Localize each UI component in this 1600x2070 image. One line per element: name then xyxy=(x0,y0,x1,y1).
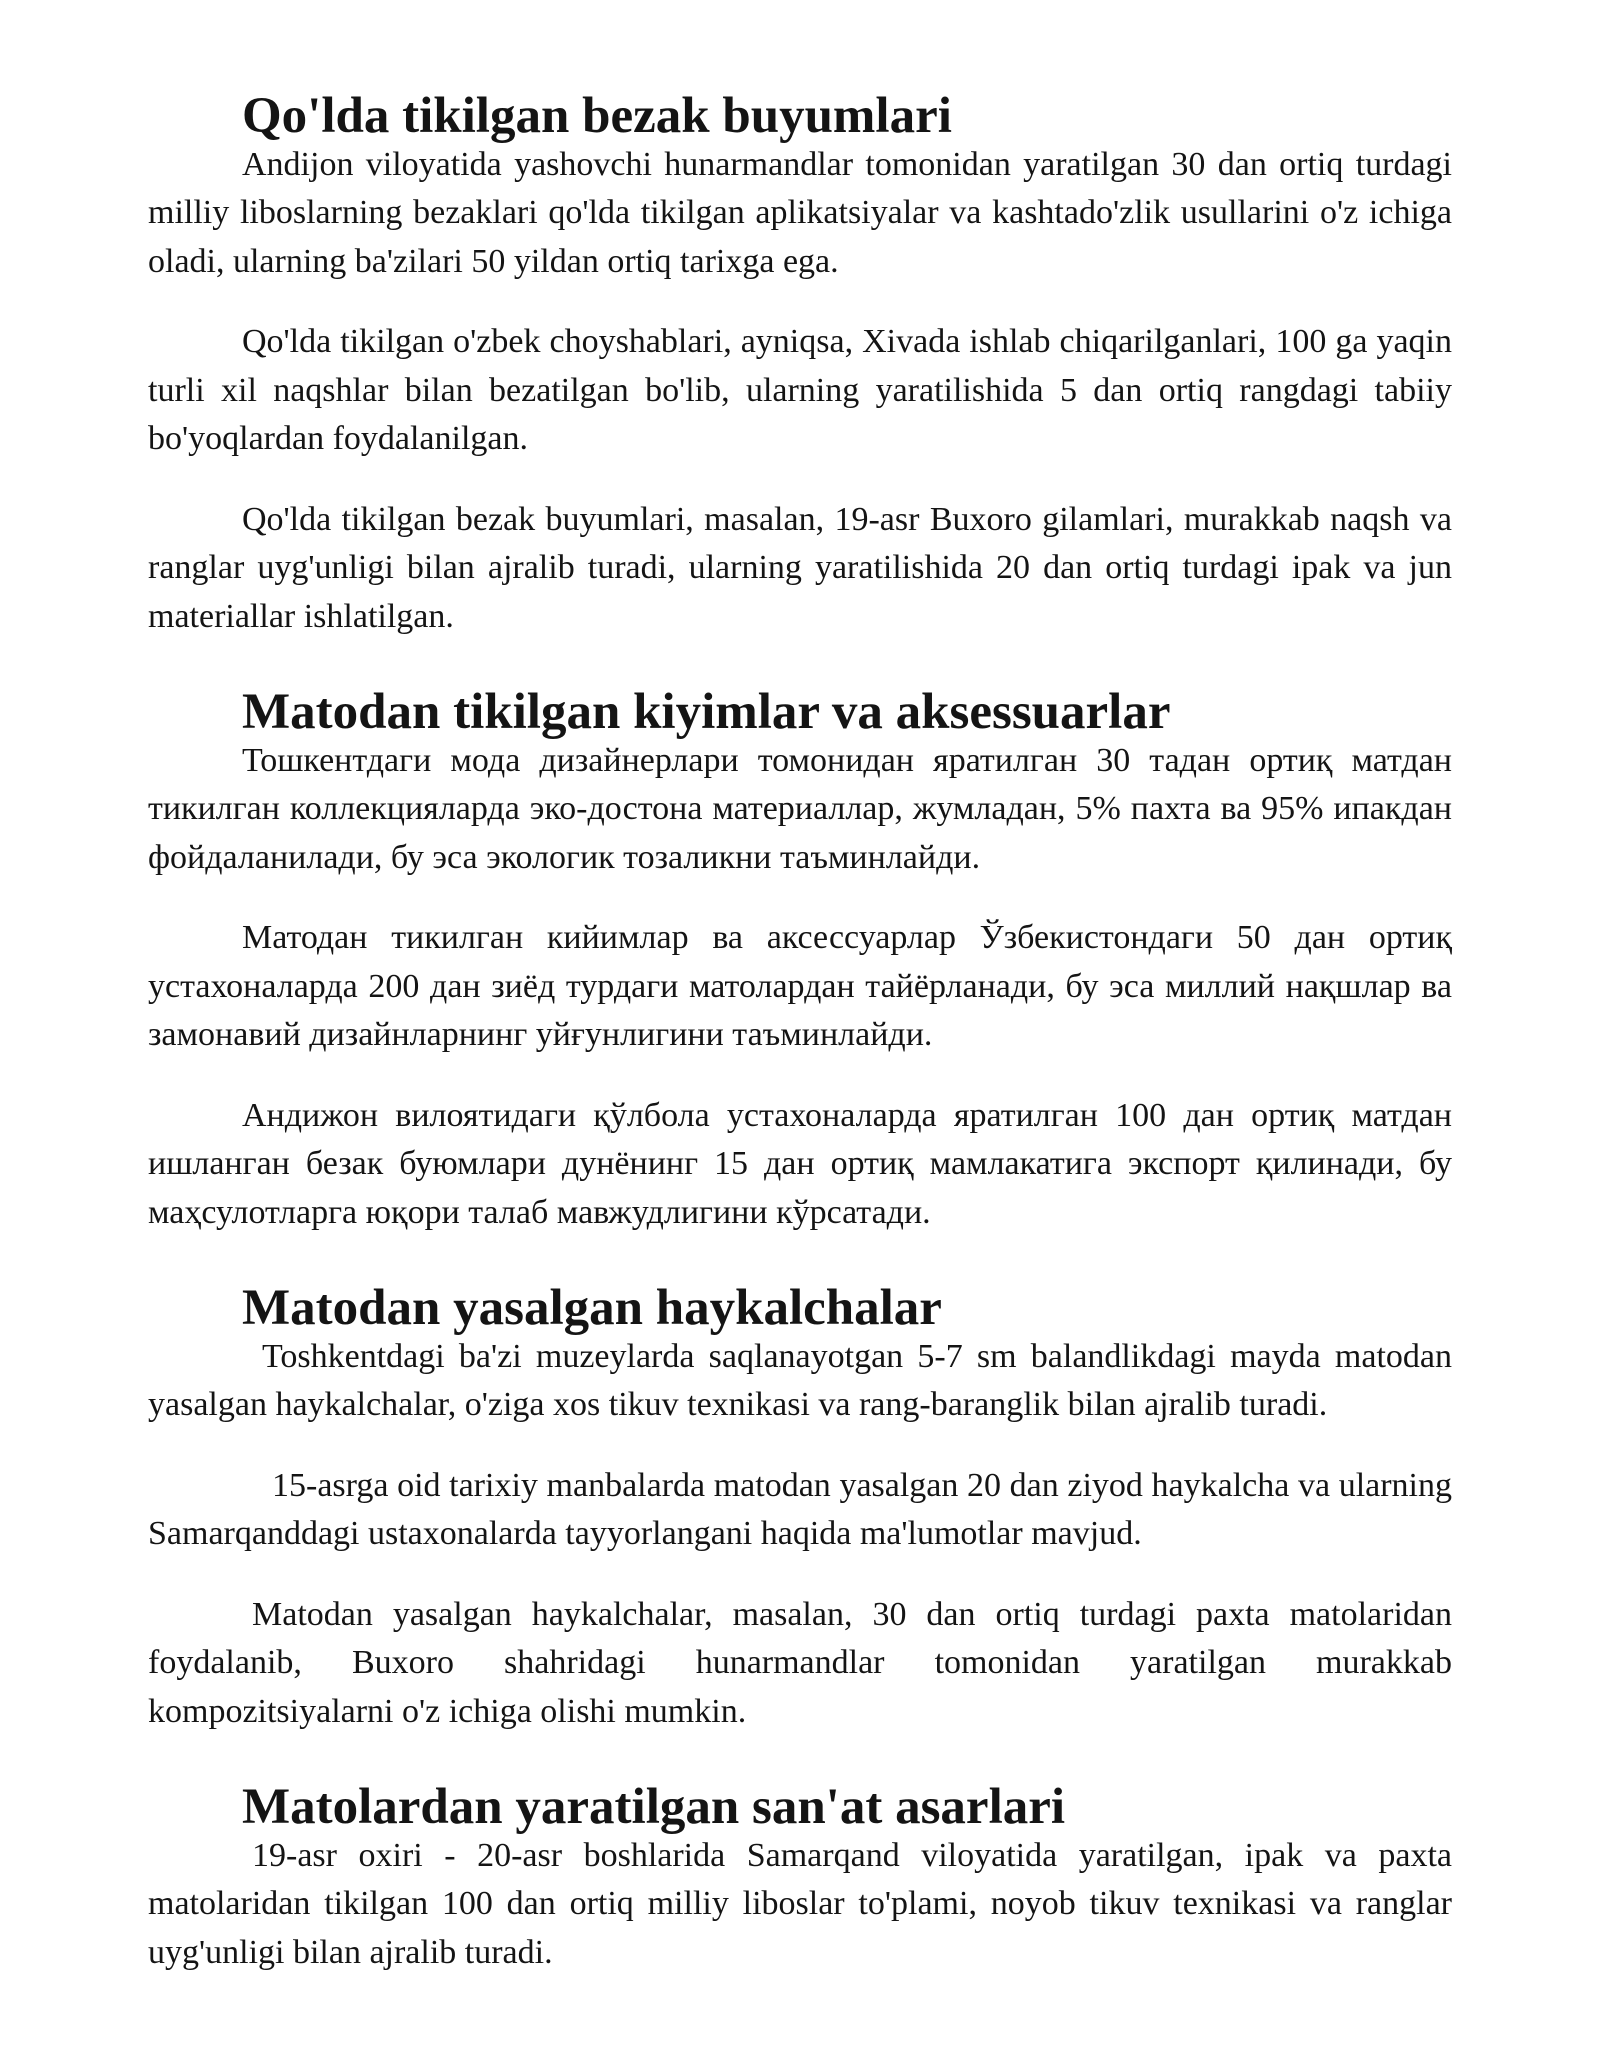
section-heading: Matodan tikilgan kiyimlar va aksessuarlar xyxy=(242,684,1171,740)
section-heading: Qo'lda tikilgan bezak buyumlari xyxy=(242,88,952,144)
paragraph: Toshkentdagi ba'zi muzeylarda saqlanayotgan 5-7 sm balandlikdagi mayda matodan yasalgan haykalchalar, o'ziga xos tikuv texnikasi va rang-baranglik bilan ajralib turadi. xyxy=(148,1337,1452,1423)
section-qolda-tikilgan xyxy=(148,88,1452,641)
paragraph: 19-asr oxiri - 20-asr boshlarida Samarqand viloyatida yaratilgan, ipak va paxta matolaridan tikilgan 100 dan ortiq milliy liboslar to'plami, noyob tikuv texnikasi va ranglar uyg'unligi bilan ajralib turadi. xyxy=(148,1836,1452,1971)
document-page xyxy=(148,88,1452,1977)
paragraph: Матодан тикилган кийимлар ва аксессуарлар Ўзбекистондаги 50 дан ортиқ устахоналарда 200 дан зиёд турдаги матолардан тайёрланади, бу эса миллий нақшлар ва замонавий дизайнларнинг уйғунлигини таъминлайди. xyxy=(148,919,1452,1053)
paragraph: Тошкентдаги мода дизайнерлари томонидан яратилган 30 тадан ортиқ матдан тикилган коллекцияларда эко-достона материаллар, жумладан, 5% пахта ва 95% ипакдан фойдаланилади, бу эса экологик тозаликни таъминлайди. xyxy=(148,741,1452,876)
paragraph: 15-asrga oid tarixiy manbalarda matodan yasalgan 20 dan ziyod haykalcha va ularning Samarqanddagi ustaxonalarda tayyorlangani haqida ma'lumotlar mavjud. xyxy=(148,1466,1452,1552)
paragraph: Qo'lda tikilgan o'zbek choyshablari, ayniqsa, Xivada ishlab chiqarilganlari, 100 ga yaqin turli xil naqshlar bilan bezatilgan bo'lib, ularning yaratilishida 5 dan ortiq rangdagi tabiiy bo'yoqlardan foydalanilgan. xyxy=(148,323,1452,457)
section-sanat-asarlari xyxy=(148,1779,1452,1977)
paragraph: Андижон вилоятидаги қўлбола устахоналарда яратилган 100 дан ортиқ матдан ишланган безак буюмлари дунёнинг 15 дан ортиқ мамлакатига экспорт қилинади, бу маҳсулотларга юқори талаб мавжудлигини кўрсатади. xyxy=(148,1096,1452,1231)
section-heading: Matodan yasalgan haykalchalar xyxy=(242,1280,942,1336)
section-heading: Matolardan yaratilgan san'at asarlari xyxy=(242,1779,1066,1835)
section-matodan-kiyimlar xyxy=(148,684,1452,1237)
paragraph: Matodan yasalgan haykalchalar, masalan, 30 dan ortiq turdagi paxta matolaridan foydalanib, Buxoro shahridagi hunarmandlar tomonidan yaratilgan murakkab kompozitsiyalarni o'z ichiga olishi mumkin. xyxy=(148,1595,1452,1730)
paragraph: Andijon viloyatida yashovchi hunarmandlar tomonidan yaratilgan 30 dan ortiq turdagi milliy liboslarning bezaklari qo'lda tikilgan aplikatsiyalar va kashtado'zlik usullarini o'z ichiga oladi, ularning ba'zilari 50 yildan ortiq tarixga ega. xyxy=(148,145,1452,280)
paragraph: Qo'lda tikilgan bezak buyumlari, masalan, 19-asr Buxoro gilamlari, murakkab naqsh va ranglar uyg'unligi bilan ajralib turadi, ularning yaratilishida 20 dan ortiq turdagi ipak va jun materiallar ishlatilgan. xyxy=(148,500,1452,635)
section-matodan-haykalchalar xyxy=(148,1280,1452,1736)
